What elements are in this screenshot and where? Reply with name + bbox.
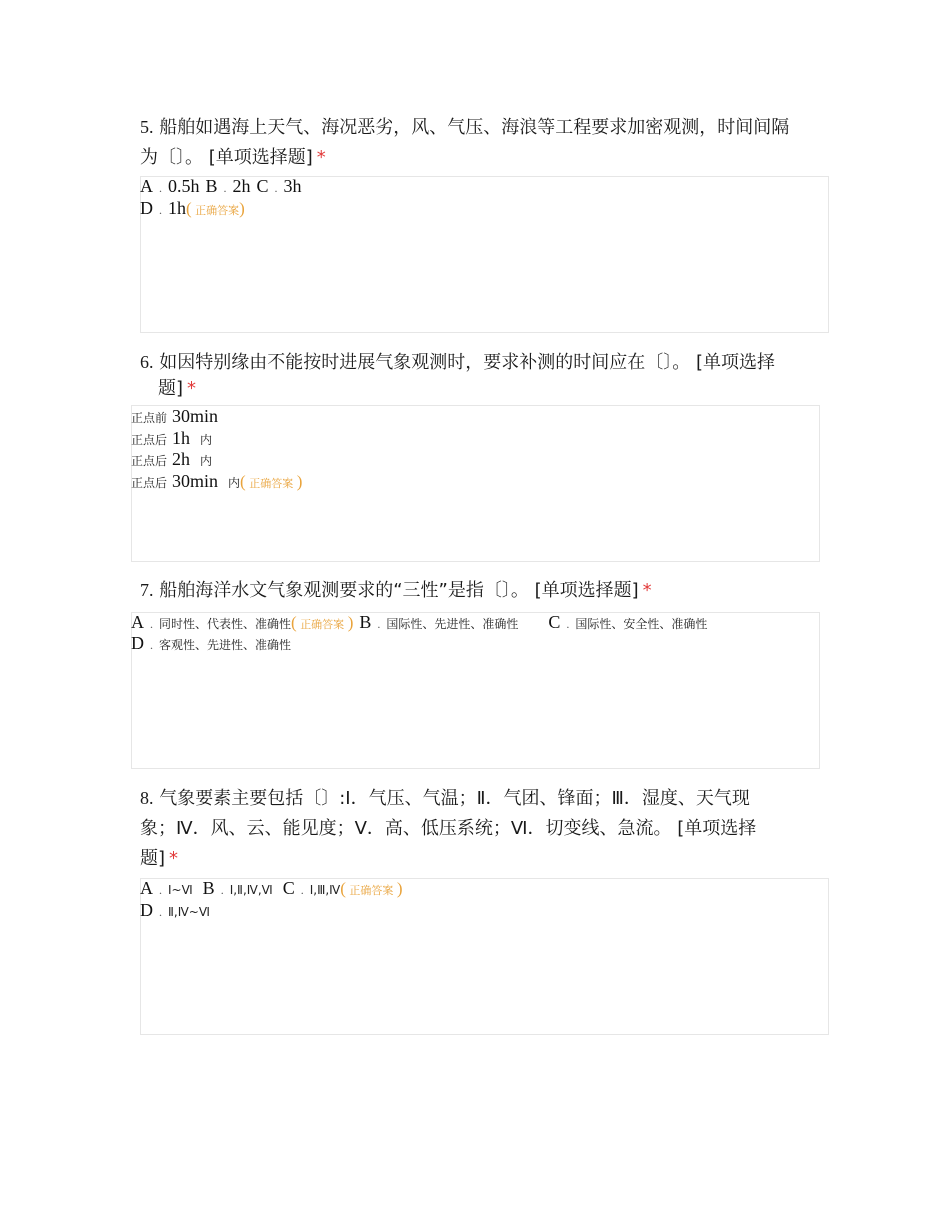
option-text: Ⅰ,Ⅲ,Ⅳ [309, 883, 341, 897]
question-7-title [140, 575, 830, 606]
option-letter: D [140, 900, 153, 920]
option-letter: C [548, 612, 561, 632]
question-8-title [140, 783, 830, 874]
option-letter: B [205, 176, 218, 196]
question-number: 8. [140, 788, 154, 808]
option-letter: D [140, 198, 153, 218]
correct-answer-tag: ( 正确答案) [186, 199, 245, 218]
question-number: 7. [140, 580, 154, 600]
option-row[interactable]: A . Ⅰ~Ⅵ B . Ⅰ,Ⅱ,Ⅳ,Ⅵ C . Ⅰ,Ⅲ,Ⅳ ( 正确答案 ) [140, 878, 403, 898]
option-text: 2h [172, 449, 191, 469]
option-text: 客观性、先进性、准确性 [159, 638, 292, 652]
question-text: 题] [158, 378, 184, 399]
option-letter: B [359, 612, 372, 632]
option-row[interactable]: D . 1h ( 正确答案) [140, 198, 245, 218]
option-row[interactable] [131, 428, 212, 449]
option-prefix: 正点后 [131, 433, 168, 447]
question-6-title [140, 347, 830, 400]
option-text: Ⅱ,Ⅳ~Ⅵ [168, 905, 210, 919]
question-text: 为〔〕。 [单项选择题] [140, 147, 313, 168]
option-text: 同时性、代表性、准确性 [159, 617, 292, 631]
option-letter: D [131, 633, 144, 653]
correct-answer-tag: ( 正确答案 ) [291, 613, 354, 632]
option-text: 0.5h [168, 176, 200, 196]
option-row[interactable]: A . 同时性、代表性、准确性 ( 正确答案 ) B . 国际性、先进性、准确性 C . 国际性、安全性、准确性 [131, 612, 708, 632]
option-text: 1h [172, 428, 191, 448]
option-suffix: 内 [228, 476, 241, 490]
option-letter: B [202, 878, 215, 898]
option-row[interactable] [131, 449, 212, 470]
required-marker: * [187, 378, 197, 399]
option-row[interactable]: D . Ⅱ,Ⅳ~Ⅵ [140, 900, 210, 920]
option-text: 3h [283, 176, 302, 196]
option-row[interactable]: D . 客观性、先进性、准确性 [131, 633, 292, 653]
option-text: Ⅰ~Ⅵ [168, 883, 193, 897]
option-text: 2h [232, 176, 251, 196]
option-prefix: 正点后 [131, 454, 168, 468]
required-marker: * [642, 580, 652, 601]
option-suffix: 内 [200, 454, 213, 468]
option-suffix: 内 [200, 433, 213, 447]
option-row[interactable] [131, 406, 218, 427]
option-letter: A [131, 612, 144, 632]
option-text: 30min [172, 471, 219, 491]
question-text: 如因特别缘由不能按时进展气象观测时，要求补测的时间应在〔〕。 [单项选择 [159, 352, 775, 373]
question-text: 题] [140, 848, 166, 869]
option-text: 1h [168, 198, 186, 218]
question-5-title [140, 112, 830, 173]
question-number: 6. [140, 352, 154, 372]
option-row[interactable] [131, 471, 302, 492]
option-letter: C [256, 176, 269, 196]
option-letter: C [282, 878, 295, 898]
option-prefix: 正点前 [131, 411, 168, 425]
question-8-answer-box [140, 878, 829, 1035]
correct-answer-tag: ( 正确答案 ) [340, 879, 403, 898]
question-text: 船舶海洋水文气象观测要求的“三性”是指〔〕。 [单项选择题] [159, 580, 639, 601]
option-letter: A [140, 176, 153, 196]
option-row[interactable]: A . 0.5h B . 2h C . 3h [140, 176, 302, 196]
question-text: 气象要素主要包括〔〕:Ⅰ．气压、气温；Ⅱ．气团、锋面；Ⅲ．湿度、天气现 [159, 788, 750, 809]
question-number: 5. [140, 117, 154, 137]
option-letter: A [140, 878, 153, 898]
required-marker: * [316, 147, 326, 168]
question-text: 象；Ⅳ．风、云、能见度；Ⅴ．高、低压系统；Ⅵ．切变线、急流。 [单项选择 [140, 818, 757, 839]
correct-answer-tag: ( 正确答案 ) [240, 472, 303, 491]
option-prefix: 正点后 [131, 476, 168, 490]
option-text: 30min [172, 406, 219, 426]
option-text: 国际性、先进性、准确性 [386, 617, 519, 631]
option-text: 国际性、安全性、准确性 [575, 617, 708, 631]
required-marker: * [169, 848, 179, 869]
option-text: Ⅰ,Ⅱ,Ⅳ,Ⅵ [229, 883, 273, 897]
question-text: 船舶如遇海上天气、海况恶劣，风、气压、海浪等工程要求加密观测，时间间隔 [159, 117, 790, 138]
